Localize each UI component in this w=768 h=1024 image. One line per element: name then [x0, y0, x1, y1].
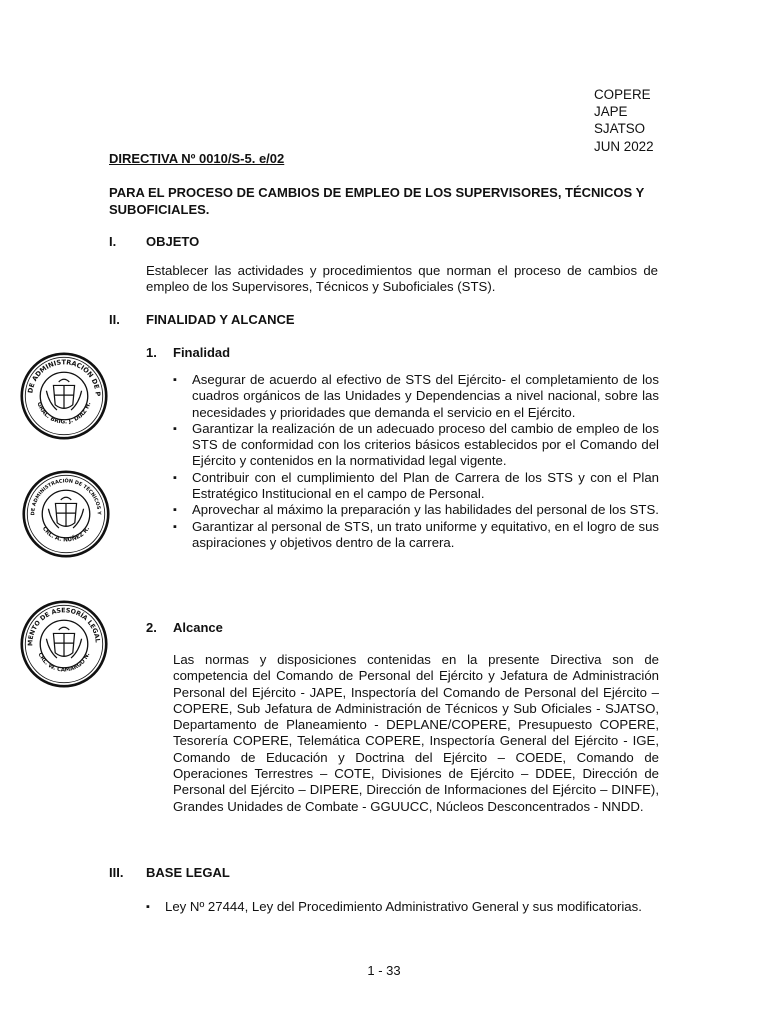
header-line: JAPE — [594, 104, 628, 120]
svg-text:CRL. A. NUÑEZ R. — [41, 526, 91, 544]
bullet-icon: ▪ — [146, 901, 150, 913]
finalidad-list — [173, 372, 659, 551]
seal-bottom-text: GRAL. BRIG. J. DIAZ H. — [35, 401, 93, 426]
seal-stamp-icon — [20, 352, 108, 440]
seal-bottom-text: CRL. A. NUÑEZ R. — [40, 525, 92, 544]
seal-top-text: DE ADMINISTRACIÓN DE P — [26, 358, 102, 397]
seal-stamp-icon — [20, 600, 108, 688]
header-block — [594, 86, 654, 155]
header-line: COPERE — [594, 87, 651, 102]
list-item-text: Contribuir con el cumplimiento del Plan de Carrera de los STS y con el Plan Estratégico Institucional en el campo de Personal. — [192, 469, 659, 502]
section-title: FINALIDAD Y ALCANCE — [146, 312, 295, 327]
list-item — [173, 421, 659, 470]
list-item — [173, 470, 659, 503]
list-item-text: Garantizar la realización de un adecuado proceso del cambio de empleo de los STS de conformidad con los criterios básicos establecidos por el Comando del Ejército y contenidos en la normatividad legal vigente. — [192, 420, 659, 469]
subsection-number: 2. — [146, 620, 157, 635]
directive-title: DIRECTIVA Nº 0010/S-5. e/02 — [109, 151, 285, 166]
seal-top-text: MENTO DE ASESORÍA LEGAL — [27, 607, 101, 647]
list-item-text: Asegurar de acuerdo al efectivo de STS del Ejército- el completamiento de los cuadros orgánicos de las Unidades y Dependencias a nivel nacional, sobre las necesidades y prioridades que demanda el servicio en el Ejército. — [192, 372, 659, 420]
seal-stamp-icon — [22, 470, 110, 558]
list-item — [173, 502, 659, 518]
svg-text:DEPARTAMENTO DE ASESORÍA LEGAL — [20, 600, 101, 646]
subsection-number: 1. — [146, 345, 157, 360]
section-title: OBJETO — [146, 234, 200, 249]
page-number: 1 - 33 — [367, 963, 401, 978]
header-line: SJATSO — [594, 121, 646, 137]
header-line: JUN 2022 — [594, 138, 654, 154]
list-item-text: Aprovechar al máximo la preparación y las habilidades del personal de los STS. — [192, 502, 659, 518]
base-legal-list — [146, 899, 659, 915]
bullet-icon: ▪ — [173, 520, 177, 533]
bullet-icon: ▪ — [173, 504, 177, 517]
subsection-title: Finalidad — [173, 345, 231, 360]
section-number: III. — [109, 865, 124, 880]
subsection-title: Alcance — [173, 620, 223, 635]
bullet-icon: ▪ — [173, 422, 177, 435]
list-item — [173, 372, 659, 421]
section-title: BASE LEGAL — [146, 865, 230, 880]
section-paragraph: Establecer las actividades y procedimientos que norman el proceso de cambios de empleo de los Supervisores, Técnicos y Suboficiales (STS). — [146, 263, 658, 295]
alcance-paragraph: Las normas y disposiciones contenidas en la presente Directiva son de competencia del Comando de Personal del Ejército y Jefatura de Administración Personal del Ejército - JAPE, Inspectoría del Comando de Personal del Ejército – COPERE, Sub Jefatura de Administración de Técnicos y Sub Oficiales - SJATSO, Departamento de Planeamiento - DEPLANE/COPERE, Presupuesto COPERE, Tesorería COPERE, Telemática COPERE, Inspectoría General del Ejército - IGE, Comando de Educación y Doctrina del Ejército – COEDE, Comando de Operaciones Terrestres – COTE, Divisiones de Ejército – DDEE, Dirección de Personal del Ejército – DIPERE, Dirección de Informaciones del Ejército – DINFE), Grandes Unidades de Combate - GGUUCC, Núcleos Desconcentrados - NNDD. — [173, 652, 659, 814]
seal-bottom-text: CRL. W. CAMARGO N. — [36, 651, 92, 674]
directive-subject: PARA EL PROCESO DE CAMBIOS DE EMPLEO DE LOS SUPERVISORES, TÉCNICOS Y SUBOFICIALES. — [109, 185, 645, 217]
list-item — [173, 519, 659, 552]
list-item — [146, 899, 659, 915]
seal-top-text: DE ADMINISTRACIÓN DE TÉCNICOS Y — [30, 478, 102, 516]
list-item-text: Garantizar al personal de STS, un trato uniforme y equitativo, en el logro de sus aspiraciones y objetivos dentro de la carrera. — [192, 518, 659, 550]
list-item-text: Ley Nº 27444, Ley del Procedimiento Administrativo General y sus modificatorias. — [165, 899, 642, 914]
section-number: I. — [109, 234, 117, 249]
bullet-icon: ▪ — [173, 374, 177, 386]
bullet-icon: ▪ — [173, 471, 177, 484]
section-number: II. — [109, 312, 120, 327]
